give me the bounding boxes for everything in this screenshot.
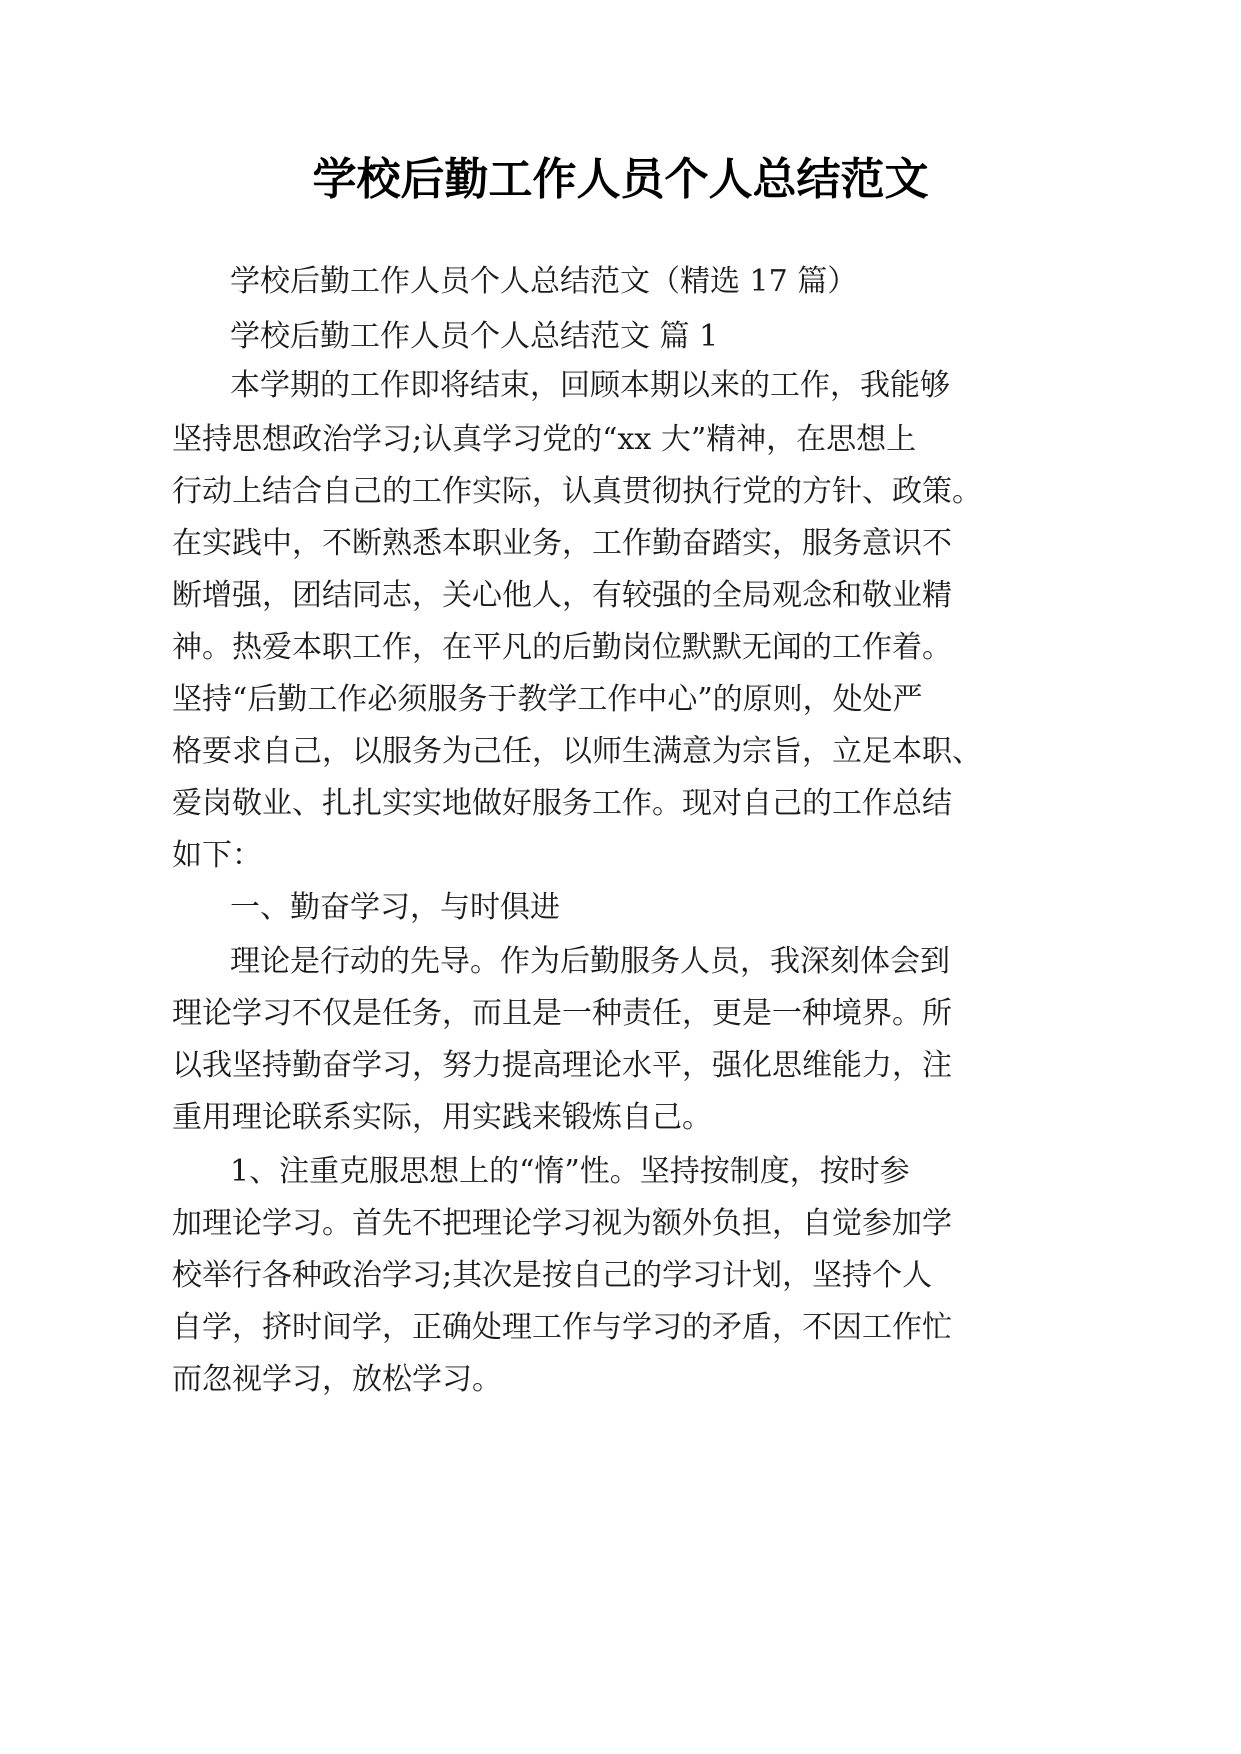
document-line-text: 如下： [172,838,262,873]
document-line [0,1298,1241,1358]
document-line [0,618,1241,678]
document-line-text: 理论学习不仅是任务，而且是一种责任，更是一种境界。所 [172,996,952,1031]
document-line [0,1350,1241,1410]
document-line-text: 行动上结合自己的工作实际，认真贯彻执行党的方针、政策。 [172,474,982,509]
document-line [0,514,1241,574]
document-line-text: 加理论学习。首先不把理论学习视为额外负担，自觉参加学 [172,1206,952,1241]
document-line-text: 坚持“后勤工作必须服务于教学工作中心”的原则，处处严 [172,682,923,717]
document-line [0,878,1241,938]
document-line-text: 自学，挤时间学，正确处理工作与学习的矛盾，不因工作忙 [172,1310,952,1345]
document-line [0,722,1241,782]
document-line-text: 断增强，团结同志，关心他人，有较强的全局观念和敬业精 [172,578,952,613]
document-line-text: 1、注重克服思想上的“惰”性。坚持按制度，按时参 [230,1154,910,1189]
document-line [0,1246,1241,1306]
document-line-text: 而忽视学习，放松学习。 [172,1362,502,1397]
document-line [0,1036,1241,1096]
document-line-text: 一、勤奋学习，与时俱进 [230,890,560,925]
document-line-text: 爱岗敬业、扎扎实实地做好服务工作。现对自己的工作总结 [172,786,952,821]
document-line [0,356,1241,416]
document-line-text: 在实践中，不断熟悉本职业务，工作勤奋踏实，服务意识不 [172,526,952,561]
document-line-text: 学校后勤工作人员个人总结范文 篇 1 [230,319,719,354]
document-line [0,1142,1241,1202]
document-line [0,774,1241,834]
document-line [0,462,1241,522]
document-line [0,252,1241,312]
document-line-text: 本学期的工作即将结束，回顾本期以来的工作，我能够 [230,368,950,403]
document-title: 学校后勤工作人员个人总结范文 [312,154,929,205]
document-line [0,826,1241,886]
document-line [0,566,1241,626]
document-line-text: 坚持思想政治学习;认真学习党的“xx 大”精神，在思想上 [172,422,917,457]
document-line [0,410,1241,470]
document-line-text: 重用理论联系实际，用实践来锻炼自己。 [172,1100,712,1135]
document-line [0,1088,1241,1148]
document-line [0,984,1241,1044]
document-line-text: 校举行各种政治学习;其次是按自己的学习计划，坚持个人 [172,1258,933,1293]
document-line [0,1194,1241,1254]
document-line [0,670,1241,730]
document-line-text: 学校后勤工作人员个人总结范文（精选 17 篇） [230,264,858,299]
document-line-text: 理论是行动的先导。作为后勤服务人员，我深刻体会到 [230,944,950,979]
document-line-text: 以我坚持勤奋学习，努力提高理论水平，强化思维能力，注 [172,1048,952,1083]
document-line [0,932,1241,992]
document-line-text: 神。热爱本职工作，在平凡的后勤岗位默默无闻的工作着。 [172,630,952,665]
document-line-text: 格要求自己，以服务为己任，以师生满意为宗旨，立足本职、 [172,734,982,769]
